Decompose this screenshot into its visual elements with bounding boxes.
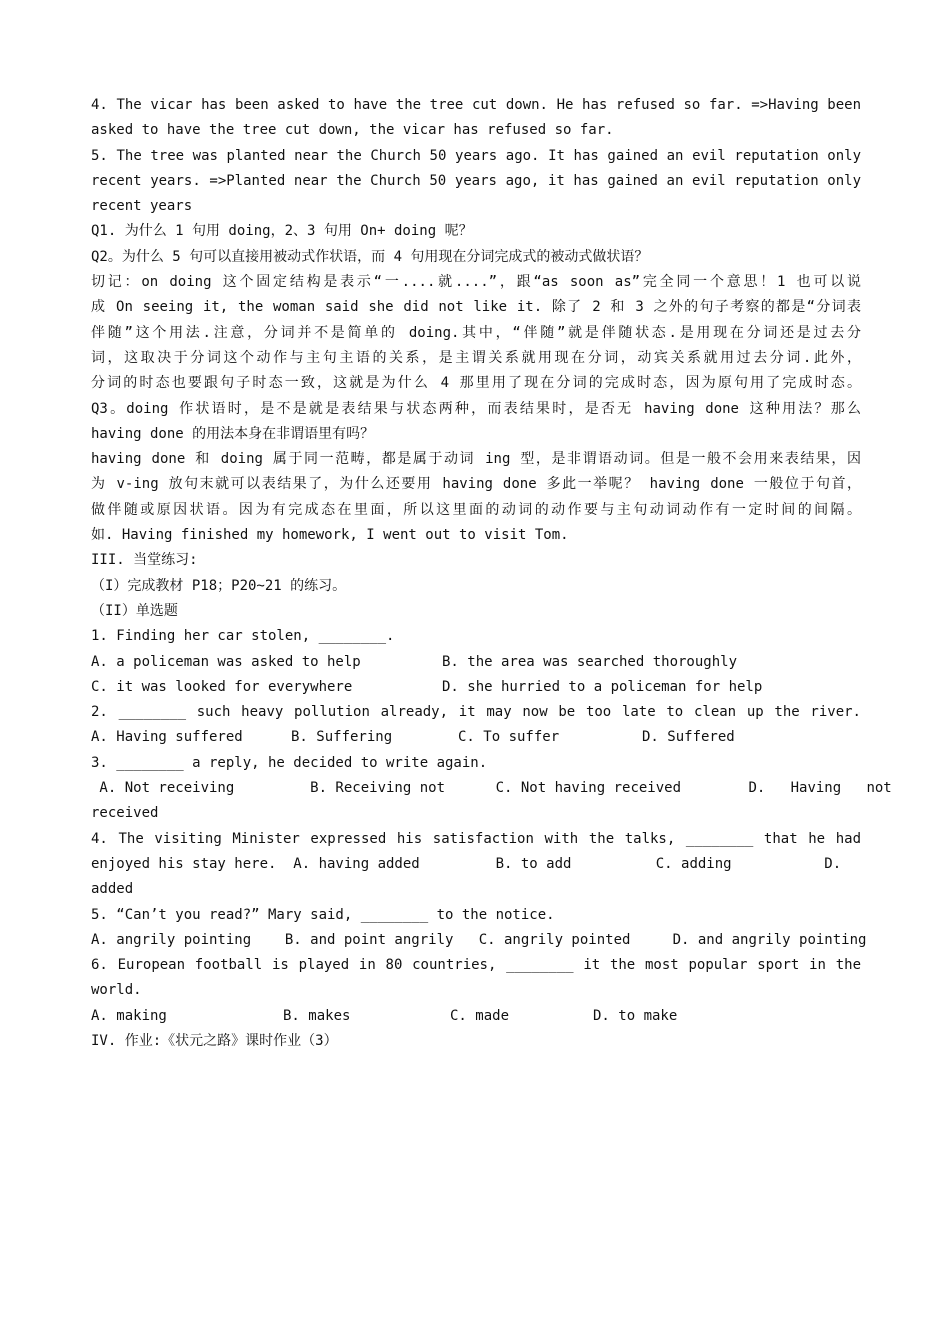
option: D. she hurried to a policeman for help [442, 678, 763, 695]
text-line: having done 的用法本身在非谓语里有吗？ [91, 425, 375, 442]
homework-line: IV. 作业:《状元之路》课时作业（3） [91, 1032, 338, 1049]
subsection-heading: （II）单选题 [91, 602, 178, 619]
exercise-question: 2. ________ such heavy pollution already, it may now be too late to clean up the river. [91, 704, 861, 721]
example-line: 如. Having finished my homework, I went out to visit Tom. [91, 527, 569, 544]
text-line: asked to have the tree cut down, the vicar has refused so far. [91, 122, 614, 139]
exercise-question: 5. “Can’t you read?” Mary said, ________ to the notice. [91, 906, 555, 923]
option: B. makes [283, 1007, 351, 1024]
exercise-options: A. angrily pointing B. and point angrily C. angrily pointed D. and angrily pointing [91, 931, 867, 948]
option: D. Suffered [642, 729, 735, 746]
subsection-heading: （I）完成教材 P18；P20~21 的练习。 [91, 577, 347, 594]
option: B. the area was searched thoroughly [442, 653, 738, 670]
text-line: having done 和 doing 属于同一范畴，都是属于动词 ing 型，是非谓语动词。但是一般不会用来表结果，因 [91, 451, 861, 468]
option: A. a policeman was asked to help [91, 653, 361, 670]
exercise-options: A. Not receiving B. Receiving not C. Not having received D. Having not [91, 780, 892, 797]
text-line: 成 On seeing it, the woman said she did not like it. 除了 2 和 3 之外的句子考察的都是“分词表 [91, 299, 861, 316]
text-line: 4. The vicar has been asked to have the tree cut down. He has refused so far. =>Having been [91, 97, 861, 113]
question-line: Q3。doing 作状语时，是不是就是表结果与状态两种，而表结果时，是否无 having done 这种用法？那么 [91, 400, 861, 417]
text-line: 切记：on doing 这个固定结构是表示“一....就....”，跟“as soon as”完全同一个意思！1 也可以说 [91, 274, 861, 291]
text-line: added [91, 881, 134, 898]
document-page [91, 93, 892, 1054]
option: C. made [450, 1007, 510, 1024]
text-line: 伴随”这个用法.注意，分词并不是简单的 doing.其中，“伴随”就是伴随状态.是用现在分词还是过去分 [91, 324, 861, 341]
option: A. Having suffered [91, 729, 243, 746]
question-line: Q1. 为什么 1 句用 doing，2、3 句用 On+ doing 呢？ [91, 223, 473, 240]
option: D. to make [593, 1007, 678, 1024]
exercise-question: 4. The visiting Minister expressed his satisfaction with the talks, ________ that he had [91, 830, 861, 847]
text-line: world. [91, 982, 142, 999]
exercise-options [91, 725, 861, 750]
text-line: recent years [91, 198, 193, 215]
exercise-question: 3. ________ a reply, he decided to write again. [91, 754, 488, 771]
text-line: 做伴随或原因状语。因为有完成态在里面，所以这里面的动词的动作要与主句动词动作有一定时间的间隔。 [91, 501, 861, 518]
exercise-options: enjoyed his stay here. A. having added B. to add C. adding D. [91, 855, 842, 872]
exercise-options [91, 1004, 861, 1029]
question-line: Q2。为什么 5 句可以直接用被动式作状语，而 4 句用现在分词完成式的被动式做状语？ [91, 248, 649, 265]
text-line: received [91, 805, 159, 822]
exercise-question: 1. Finding her car stolen, ________. [91, 628, 395, 645]
exercise-options [91, 675, 861, 700]
text-line: 5. The tree was planted near the Church 50 years ago. It has gained an evil reputation only [91, 147, 861, 164]
section-heading: III. 当堂练习: [91, 552, 198, 569]
text-line: 为 v-ing 放句末就可以表结果了，为什么还要用 having done 多此一举呢？ having done 一般位于句首， [91, 476, 861, 493]
exercise-options [91, 650, 861, 675]
text-line: 词，这取决于分词这个动作与主句主语的关系，是主谓关系就用现在分词，动宾关系就用过去分词.此外， [91, 349, 861, 366]
text-line: recent years. =>Planted near the Church 50 years ago, it has gained an evil reputation only [91, 172, 861, 189]
exercise-question: 6. European football is played in 80 countries, ________ it the most popular sport in the [91, 957, 861, 974]
text-line: 分词的时态也要跟句子时态一致，这就是为什么 4 那里用了现在分词的完成时态，因为原句用了完成时态。 [91, 375, 861, 392]
option: A. making [91, 1007, 167, 1024]
option: C. it was looked for everywhere [91, 678, 353, 695]
option: C. To suffer [458, 729, 560, 746]
option: B. Suffering [291, 729, 393, 746]
